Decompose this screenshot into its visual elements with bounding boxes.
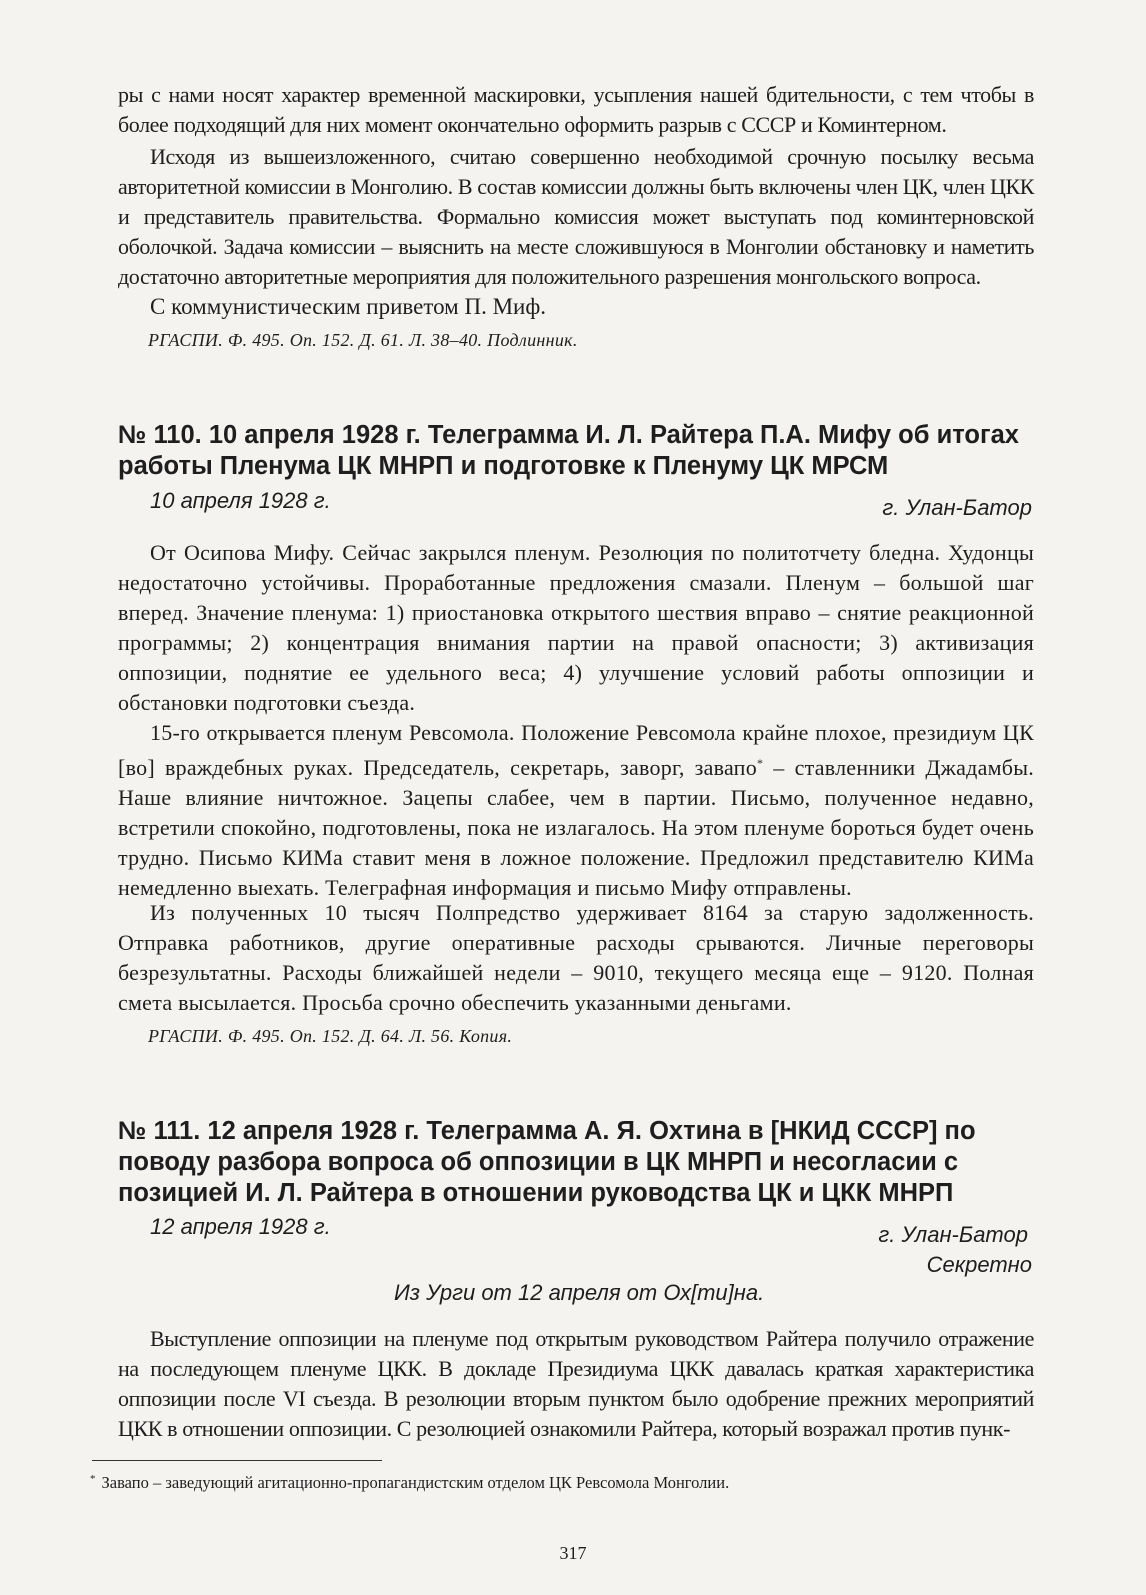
paragraph-commission: Исходя из вышеизложенного, считаю совершенно необходимой срочную посылку весьма авторитетной комиссии в Монголию. В состав комиссии должны быть включены член ЦК, член ЦКК и представитель правительства. Формально комиссия может выступать под коминтерновской оболочкой. Задача комиссии – выяснить на месте сложившуюся в Монголии обстановку и наметить достаточно авторитетные мероприятия для положительного разрешения монгольского вопроса. — [118, 144, 1034, 289]
doc-110-paragraph-3: Из полученных 10 тысяч Полпредство удерживает 8164 за старую задолженность. Отправка работников, другие оперативные расходы срываются. Личные переговоры безрезультатны. Расходы ближайшей недели – 9010, текущего месяца еще – 9120. Полная смета высылается. Просьба срочно обеспечить указанными деньгами. — [118, 900, 1034, 1015]
doc-110-paragraph-1: От Осипова Мифу. Сейчас закрылся пленум. Резолюция по политотчету бледна. Худонцы недостаточно устойчивы. Проработанные предложения смазали. Пленум – большой шаг вперед. Значение пленума: 1) приостановка открытого шествия вправо – снятие реакционной программы; 2) концентрация внимания партии на правой опасности; 3) активизация оппозиции, поднятие ее удельного веса; 4) улучшение условий работы оппозиции и обстановки подготовки съезда. — [118, 540, 1034, 715]
doc-111-heading: № 111. 12 апреля 1928 г. Телеграмма А. Я. Охтина в [НКИД СССР] по поводу разбора вопроса об оппозиции в ЦК МНРП и несогласии с позицией И. Л. Райтера в отношении руководства ЦК и ЦКК МНРП — [118, 1117, 976, 1207]
doc-110-place: г. Улан-Батор — [882, 495, 1032, 520]
doc-110-paragraph-2 — [118, 718, 1034, 903]
signature-line: С коммунистическим приветом П. Миф. — [150, 294, 546, 319]
paragraph-2-part-a: 15-го открывается пленум Ревсомола. Положение Ревсомола крайне плохое, президиум ЦК [во] враждебных руках. Председатель, секретарь, заворг, завапо — [118, 720, 1034, 780]
doc-111-secret-mark: Секретно — [926, 1252, 1032, 1277]
doc-110-date: 10 апреля 1928 г. — [150, 488, 331, 513]
paragraph-2-part-b: – ставленники Джадамбы. Наше влияние ничтожное. Зацепы слабее, чем в партии. Письмо, полученное недавно, встретили спокойно, подготовлены, пока не излагалось. На этом пленуме бороться будет очень трудно. Письмо КИМа ставит меня в ложное положение. Предложил представителю КИМа немедленно выехать. Телеграфная информация и письмо Мифу отправлены. — [118, 755, 1034, 900]
archive-source-1: РГАСПИ. Ф. 495. Оп. 152. Д. 61. Л. 38–40. Подлинник. — [148, 330, 578, 350]
doc-111-place: г. Улан-Батор — [878, 1222, 1028, 1247]
paragraph-continuation: ры с нами носят характер временной маскировки, усыпления нашей бдительности, с тем чтобы в более подходящий для них момент окончательно оформить разрыв с СССР и Коминтерном. — [118, 82, 1034, 137]
footnote-mark: * — [90, 1473, 96, 1485]
footnote — [90, 1473, 729, 1493]
footnote-marker: * — [756, 756, 764, 770]
doc-111-date: 12 апреля 1928 г. — [150, 1214, 331, 1239]
doc-111-from-line: Из Урги от 12 апреля от Ох[ти]на. — [394, 1280, 765, 1305]
doc-110-heading: № 110. 10 апреля 1928 г. Телеграмма И. Л. Райтера П.А. Мифу об итогах работы Пленума ЦК МНРП и подготовке к Пленуму ЦК МРСМ — [118, 421, 1019, 480]
doc-111-paragraph-1: Выступление оппозиции на пленуме под открытым руководством Райтера получило отражение на последующем пленуме ЦКК. В докладе Президиума ЦКК давалась краткая характеристика оппозиции после VI съезда. В резолюции вторым пунктом было одобрение прежних мероприятий ЦКК в отношении оппозиции. С резолюцией ознакомили Райтера, который возражал против пунк- — [118, 1326, 1034, 1441]
footnote-text: Завапо – заведующий агитационно-пропагандистским отделом ЦК Ревсомола Монголии. — [101, 1473, 730, 1492]
archive-source-2: РГАСПИ. Ф. 495. Оп. 152. Д. 64. Л. 56. Копия. — [148, 1026, 513, 1046]
footnote-divider — [92, 1460, 382, 1461]
page-number: 317 — [559, 1543, 587, 1563]
